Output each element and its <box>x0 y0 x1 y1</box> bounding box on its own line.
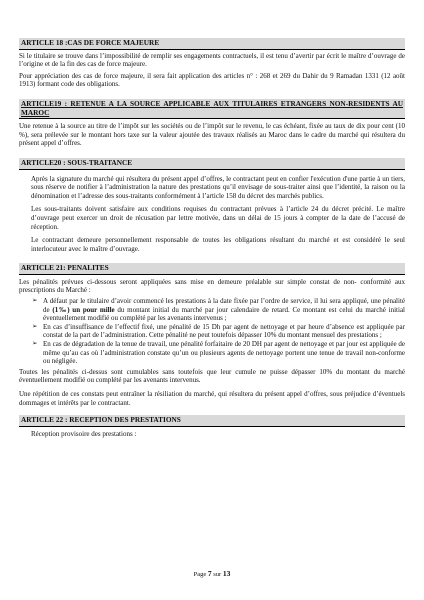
list-item: ➢ A défaut par le titulaire d’avoir commencé les prestations à la date fixée par l’ordre de service, il lui sera appliqué, une pénalité de (1‰) un pour mille du montant initial du marché par jour calendaire de retard. Ce montant est celui du marché initial éventuellement modifié ou complété par les avenants intervenus ; <box>32 297 406 323</box>
arrow-bullet-icon: ➢ <box>32 297 38 305</box>
article-21-paragraph-2: Une répétition de ces constats peut entraîner la résiliation du marché, qui résultera du présent appel d’offres, sous préjudice d’éventuels dommages et intérêts par le contractant. <box>19 390 405 407</box>
list-item: ➢ En cas de dégradation de la tenue de travail, une pénalité forfaitaire de 20 DH par agent de nettoyage et par jour est appliquée de même qu’au cas où l’administration constate qu’un ou plusieurs agents de nettoyage portent une tenue de travail non-conforme ou négligée. <box>32 340 405 366</box>
list-item: ➢ En cas d’insuffisance de l’effectif fixé, une pénalité de 15 Dh par agent de nettoyage et par heure d’absence est appliquée par constat de la part de l’administration. Cette pénalité ne peut toutefois dépasser 10% du montant mensuel des prestations ; <box>32 322 405 340</box>
penalties-list <box>19 297 405 366</box>
arrow-bullet-icon: ➢ <box>32 322 38 330</box>
penalty-rate: (1‰) un pour mille <box>52 305 115 314</box>
article-22-paragraph-1: Réception provisoire des prestations : <box>31 429 137 438</box>
article-21-paragraph-1: Toutes les pénalités ci-dessus sont cumulables sans toutefois que leur cumule ne puisse dépasser 10% du montant du marché éventuellement modifié ou complété par les avenants intervenus. <box>19 367 405 385</box>
article-21-intro: Les pénalités prévues ci-dessous seront appliquées sans mise en demeure préalable sur simple constat de non- conformité aux prescriptions du Marché : <box>19 277 405 295</box>
total-pages: 13 <box>222 569 231 578</box>
article-22-heading: ARTICLE 22 : RECEPTION DES PRESTATIONS <box>19 415 405 427</box>
article-19-paragraph-1: Une retenue à la source au titre de l’impôt sur les sociétés ou de l’impôt sur le revenu, le cas échéant, fixée au taux de dix pour cent (10 %), sera prélevée sur le montant hors taxe sur la valeur ajoutée des travaux réalisés au Maroc dans le cadre du marché qui résultera du présent appel d’offres. <box>19 122 405 148</box>
article-18-paragraph-1: Si le titulaire se trouve dans l’impossibilité de remplir ses engagements contractuels, il est tenu d’avertir par écrit le maître d’ouvrage de l’origine et de la fin des cas de force majeure. <box>19 51 405 69</box>
article-20-paragraph-2: Les sous-traitants doivent satisfaire aux conditions requises du contractant prévues à l’article 24 du décret précité. Le maître d’ouvrage peut exercer un droit de récusation par lettre motivée, dans un délai de 15 jours à compter de la date de l’accusé de réception. <box>31 205 405 231</box>
article-21-heading: ARTICLE 21: PENALITES <box>19 263 405 275</box>
arrow-bullet-icon: ➢ <box>32 340 38 348</box>
article-19-heading: ARTICLE19 : RETENUE A LA SOURCE APPLICABLE AUX TITULAIRES ETRANGERS NON-RESIDENTS AU MAROC <box>19 99 405 119</box>
article-20-paragraph-3: Le contractant demeure personnellement responsable de toutes les obligations résultant du marché et est considéré le seul interlocuteur avec le maître d’ouvrage. <box>31 236 405 253</box>
article-18-paragraph-2: Pour appréciation des cas de force majeure, il sera fait application des articles n° : 268 et 269 du Dahir du 9 Ramadan 1331 (12 août 1913) formant code des obligations. <box>19 71 405 89</box>
article-18-heading: ARTICLE 18 :CAS DE FORCE MAJEURE <box>19 38 405 50</box>
article-20-heading: ARTICLE20 : SOUS-TRAITANCE <box>19 158 405 170</box>
page-number: 7 <box>207 569 212 578</box>
article-20-paragraph-1: Après la signature du marché qui résultera du présent appel d’offres, le contractant peut en confier l'exécution d'une partie à un tiers, sous réserve de notifier à l’administration la nature des prestations qu’il envisage de sous-traiter ainsi que l’identité, la raison ou la dénomination et l’adresse des sous-traitants conformément à l’article 158 du décret des marchés publics. <box>31 174 405 200</box>
page-footer: Page 7 sur 13 <box>193 569 231 578</box>
